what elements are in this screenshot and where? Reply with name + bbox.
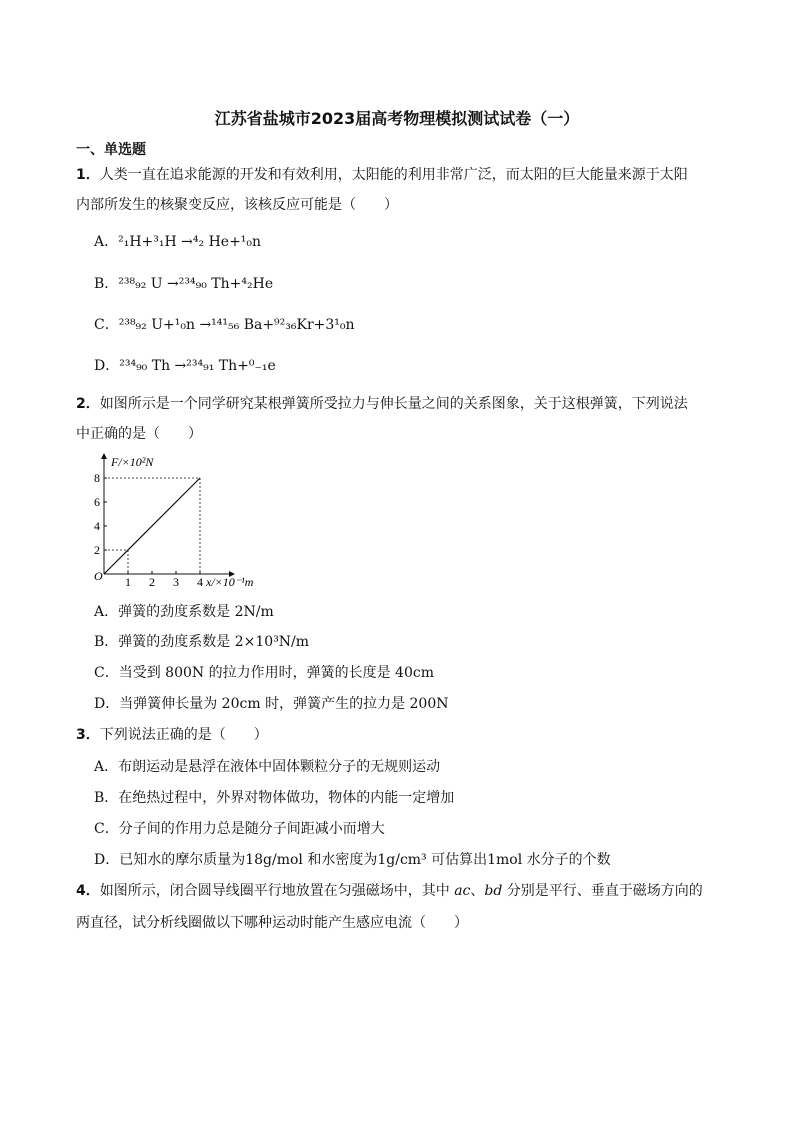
- option-formula: ²³⁸₉₂ U →²³⁴₉₀ Th+⁴₂He: [118, 276, 274, 292]
- option-label: C．: [94, 665, 119, 681]
- diameter-ac: ac: [454, 883, 471, 899]
- x-tick-label-1: 1: [125, 575, 131, 589]
- question-3-number: 3．: [76, 727, 100, 743]
- force-extension-chart: [90, 452, 290, 592]
- exam-title: 江苏省盐城市2023届高考物理模拟测试试卷（一）: [214, 109, 580, 128]
- question-2-option-b: [94, 632, 309, 652]
- question-1-line-1: [76, 165, 726, 185]
- x-tick-label-3: 3: [173, 575, 179, 589]
- option-text: 弹簧的劲度系数是 2N/m: [118, 604, 274, 620]
- question-1-line-2: 内部所发生的核聚变反应，该核反应可能是（ ）: [76, 197, 398, 213]
- question-4-stem-a: 如图所示，闭合圆导线圈平行地放置在匀强磁场中，其中: [99, 883, 455, 899]
- option-text: 布朗运动是悬浮在液体中固体颗粒分子的无规则运动: [118, 759, 441, 775]
- question-3-option-d: [94, 850, 611, 870]
- option-label: B．: [94, 634, 119, 650]
- question-2-line-1: [76, 394, 726, 414]
- option-label: D．: [94, 696, 120, 712]
- question-2-option-d: [94, 694, 449, 714]
- option-text: 当弹簧伸长量为 20cm 时，弹簧产生的拉力是 200N: [119, 696, 449, 712]
- option-label: D．: [94, 358, 120, 374]
- question-1-option-c: [94, 315, 355, 335]
- origin-label: O: [94, 569, 103, 583]
- x-tick-label-2: 2: [149, 575, 155, 589]
- question-1-option-d: [94, 356, 276, 376]
- option-label: C．: [94, 317, 119, 333]
- x-tick-label-4: 4: [197, 575, 203, 589]
- question-1-stem: 人类一直在追求能源的开发和有效利用，太阳能的利用非常广泛，而太阳的巨大能量来源于太阳: [99, 167, 688, 183]
- option-text: 在绝热过程中，外界对物体做功，物体的内能一定增加: [118, 790, 455, 806]
- option-text: 已知水的摩尔质量为18g/mol 和水密度为1g/cm³ 可估算出1mol 水分子的个数: [119, 852, 611, 868]
- series-line: [104, 478, 200, 574]
- question-2-option-c: [94, 663, 434, 683]
- option-label: C．: [94, 821, 119, 837]
- question-3-option-b: [94, 788, 454, 808]
- question-1-option-a: [94, 232, 261, 252]
- question-4-line-2: 两直径，试分析线圈做以下哪种运动时能产生感应电流（ ）: [76, 915, 468, 931]
- option-label: B．: [94, 790, 119, 806]
- option-text: 当受到 800N 的拉力作用时，弹簧的长度是 40cm: [118, 665, 434, 681]
- y-tick-label-2: 2: [94, 543, 100, 557]
- question-4-number: 4．: [76, 883, 100, 899]
- y-axis-label: F/×10²N: [111, 455, 154, 469]
- y-tick-label-4: 4: [94, 519, 100, 533]
- section-heading: 一、单选题: [76, 142, 146, 158]
- question-4-line-1: [76, 881, 726, 901]
- y-tick-label-6: 6: [94, 495, 100, 509]
- question-4-stem-b: 分别是平行、垂直于磁场方向的: [502, 883, 703, 899]
- question-3-option-a: [94, 757, 440, 777]
- question-3-option-c: [94, 819, 385, 839]
- question-3-line-1: [76, 725, 726, 745]
- separator: 、: [470, 883, 485, 899]
- question-2-line-2: 中正确的是（ ）: [76, 426, 202, 442]
- option-label: A．: [94, 604, 119, 620]
- chart-marks: [94, 471, 203, 589]
- question-2-number: 2．: [76, 396, 100, 412]
- option-formula: ²³⁸₉₂ U+¹₀n →¹⁴¹₅₆ Ba+⁹²₃₆Kr+3¹₀n: [118, 317, 355, 333]
- x-axis-label: x/×10⁻¹m: [206, 575, 254, 589]
- y-tick-label-8: 8: [94, 471, 100, 485]
- question-2-option-a: [94, 602, 274, 622]
- question-3-stem: 下列说法正确的是（ ）: [99, 727, 268, 743]
- option-formula: ²³⁴₉₀ Th →²³⁴₉₁ Th+⁰₋₁e: [119, 358, 276, 374]
- option-text: 弹簧的劲度系数是 2×10³N/m: [118, 634, 310, 650]
- question-1-number: 1．: [76, 167, 100, 183]
- question-1-option-b: [94, 274, 273, 294]
- option-label: D．: [94, 852, 120, 868]
- option-text: 分子间的作用力总是随分子间距减小而增大: [118, 821, 385, 837]
- option-label: A．: [94, 234, 119, 250]
- option-label: B．: [94, 276, 119, 292]
- question-2-stem: 如图所示是一个同学研究某根弹簧所受拉力与伸长量之间的关系图象，关于这根弹簧，下列说法: [99, 396, 688, 412]
- option-label: A．: [94, 759, 119, 775]
- diameter-bd: bd: [484, 883, 503, 899]
- option-formula: ²₁H+³₁H →⁴₂ He+¹₀n: [118, 234, 262, 250]
